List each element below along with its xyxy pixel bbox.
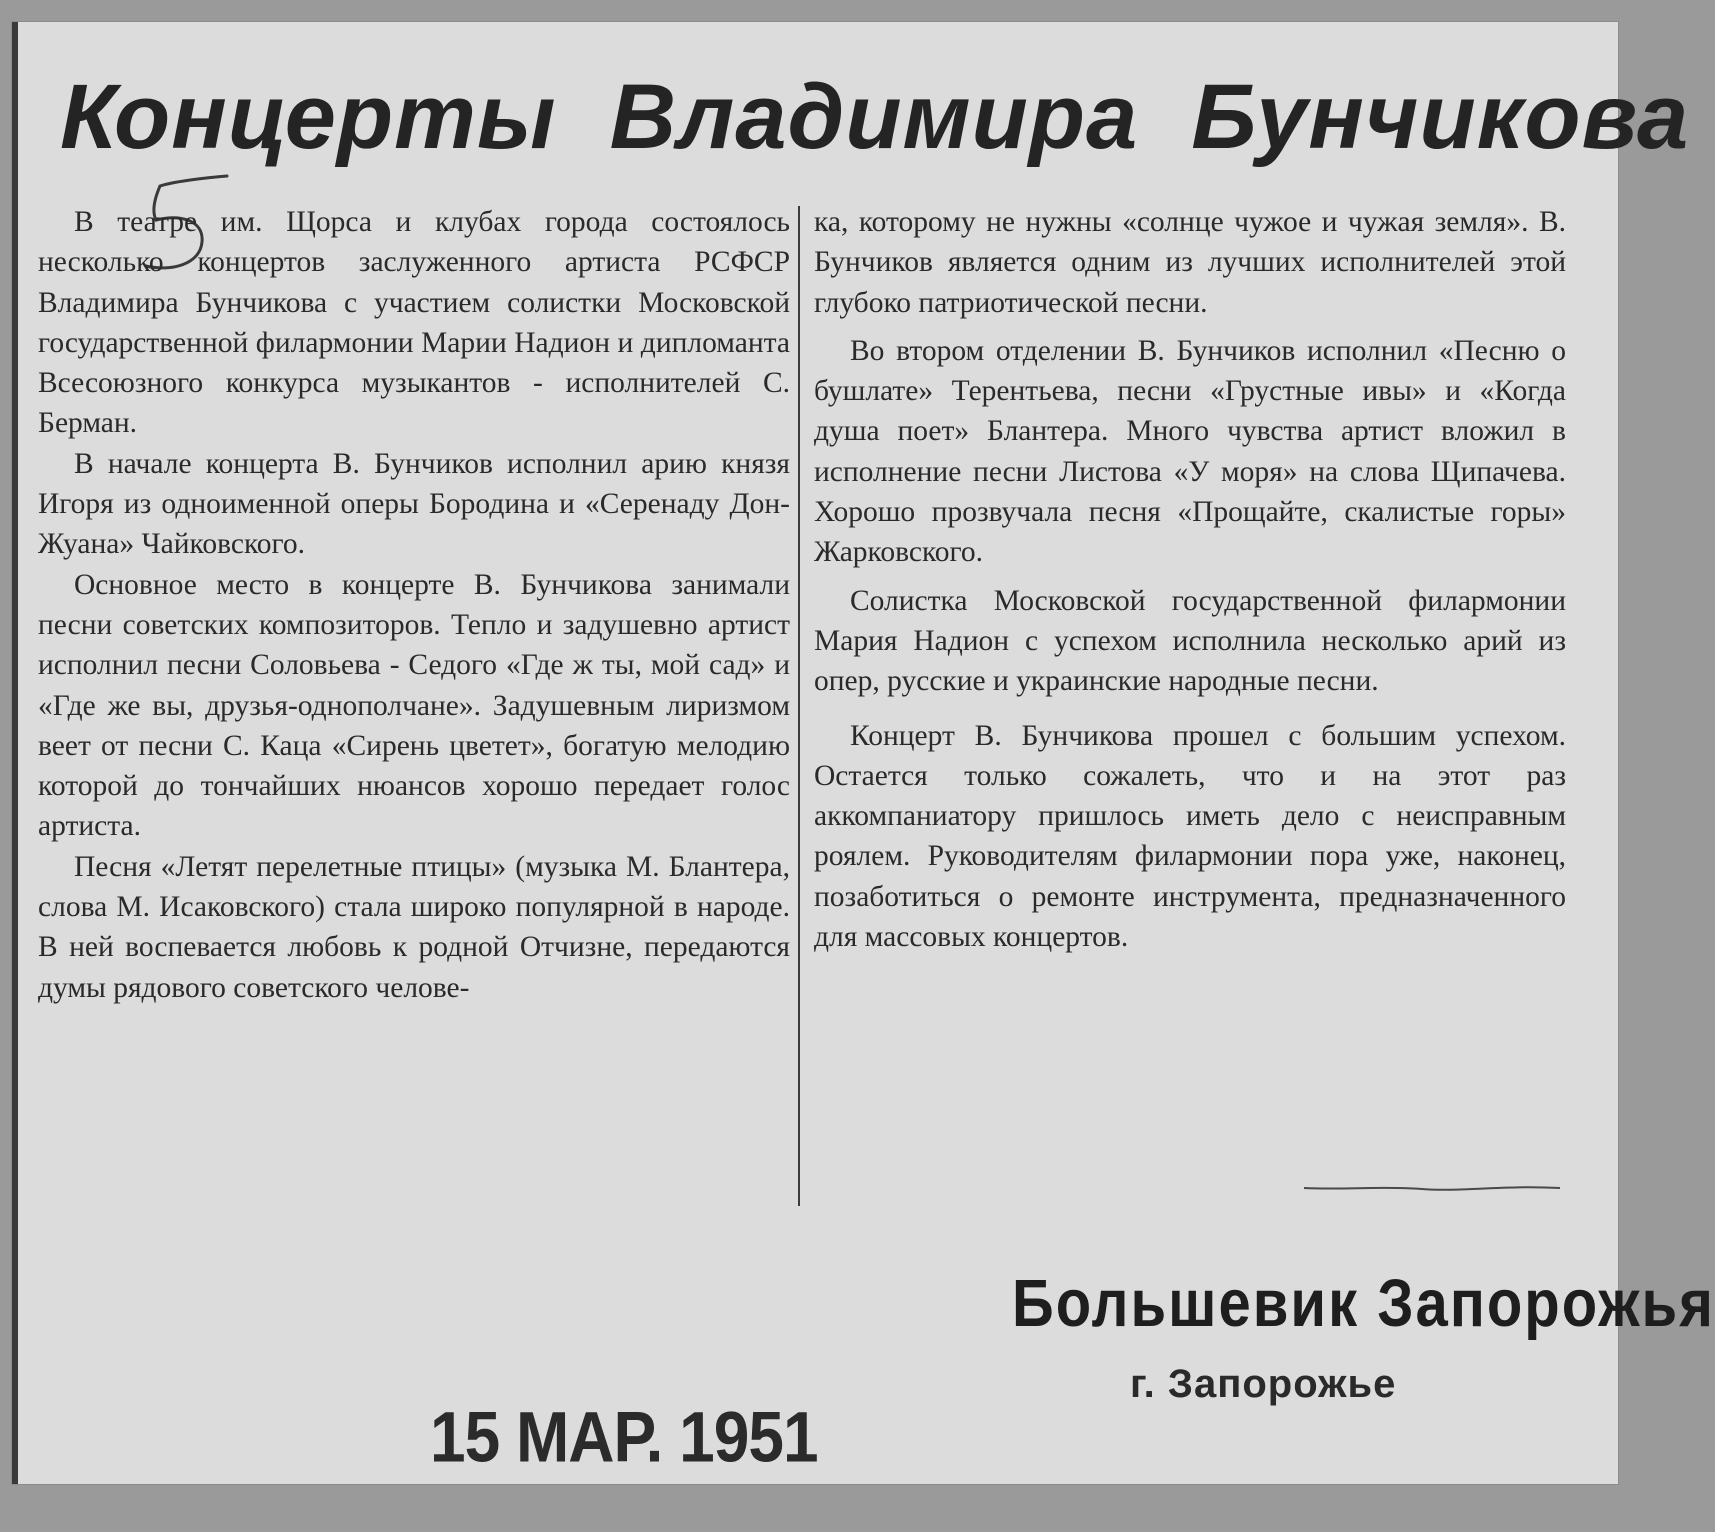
- paragraph: Солистка Московской государственной филармонии Мария Надион с успехом исполнила несколько арий из опер, русские и украинские народные песни.: [814, 584, 1566, 698]
- left-column: [38, 202, 790, 1008]
- paragraph: Песня «Летят перелетные птицы» (музыка М. Блантера, слова М. Исаковского) стала широко популярной в народе. В ней воспевается любовь к родной Отчизне, передаются думы рядового советского челове-: [38, 850, 790, 1004]
- newspaper-name-stamp: Большевик Запорожья: [1012, 1266, 1715, 1341]
- paragraph: ка, которому не нужны «солнце чужое и чужая земля». В. Бунчиков является одним из лучших исполнителей этой глубоко патриотической песни.: [814, 206, 1566, 319]
- paragraph: Концерт В. Бунчикова прошел с большим успехом. Остается только сожалеть, что и на этот раз аккомпаниатору пришлось иметь дело с неисправным роялем. Руководителям филармонии пора уже, наконец, позаботиться о ремонте инструмента, предназначенного для массовых концертов.: [814, 719, 1566, 954]
- headline-word-2: Владимира: [609, 66, 1139, 168]
- headline-word-1: Концерты: [60, 66, 557, 168]
- article-body: [26, 202, 1566, 1222]
- article-headline: [60, 62, 1690, 172]
- paragraph: Основное место в концерте В. Бунчикова занимали песни советских композиторов. Тепло и задушевно артист исполнил песни Соловьева - Седого «Где ж ты, мой сад» и «Где же вы, друзья-однополчане». Задушевным лиризмом веет от песни С. Каца «Сирень цветет», богатую мелодию которой до тончайших нюансов хорошо передает голос артиста.: [38, 568, 790, 843]
- paragraph: Во втором отделении В. Бунчиков исполнил «Песню о бушлате» Терентьева, песни «Грустные ивы» и «Когда душа поет» Блантера. Много чувства артист вложил в исполнение песни Листова «У моря» на слова Щипачева. Хорошо прозвучала песня «Прощайте, скалистые горы» Жарковского.: [814, 334, 1566, 569]
- pen-underline-mark: [1302, 1180, 1562, 1194]
- city-stamp: г. Запорожье: [1130, 1362, 1397, 1406]
- date-stamp: 15 МАР. 1951: [430, 1396, 818, 1478]
- paragraph: В начале концерта В. Бунчиков исполнил арию князя Игоря из одноименной оперы Бородина и «Серенаду Дон-Жуана» Чайковского.: [38, 447, 790, 561]
- paragraph: В театре им. Щорса и клубах города состоялось несколько концертов заслуженного артиста РСФСР Владимира Бунчикова с участием солистки Московской государственной филармонии Марии Надион и дипломанта Всесоюзного конкурса музыкантов - исполнителей С. Берман.: [38, 206, 790, 440]
- newspaper-clipping: [12, 22, 1715, 1484]
- right-column: [814, 202, 1566, 957]
- headline-word-3: Бунчикова: [1191, 66, 1690, 168]
